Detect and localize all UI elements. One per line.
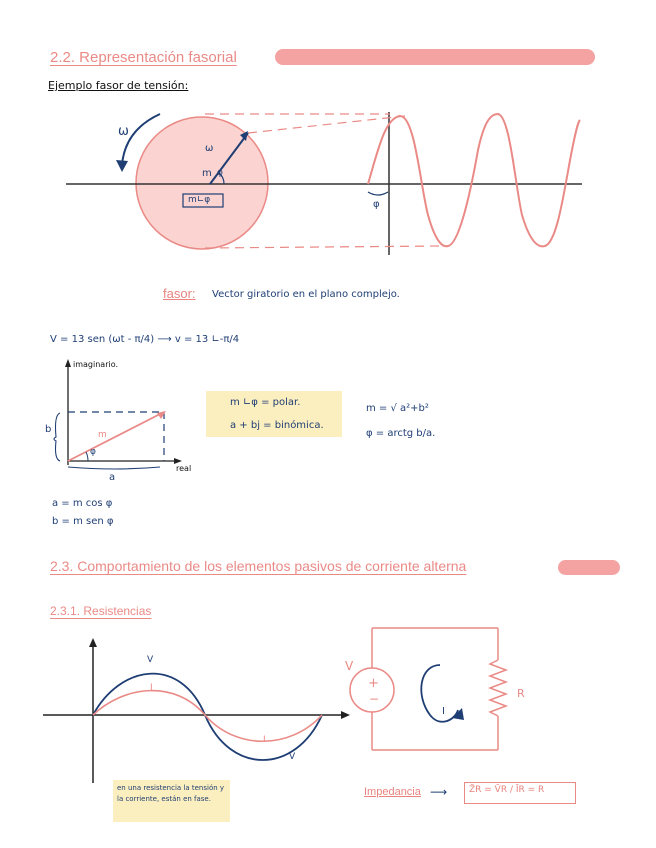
section-title-2-3: 2.3. Comportamiento de los elementos pasivos de corriente alterna	[50, 558, 467, 574]
circuit-v-label: V	[345, 659, 354, 673]
circuit-plus: +	[368, 676, 379, 691]
omega-label: ω	[118, 124, 129, 139]
subsection-title-2-3-1: 2.3.1. Resistencias	[50, 604, 152, 618]
b-label: b	[45, 424, 52, 435]
impedance-label: Impedancia	[364, 786, 421, 798]
section-title-2-2: 2.2. Representación fasorial	[50, 49, 237, 66]
title-highlight-pill	[275, 49, 595, 65]
fasor-term: fasor:	[163, 286, 196, 301]
b-equation: b = m sen φ	[52, 516, 114, 527]
example-heading: Ejemplo fasor de tensión:	[48, 79, 189, 92]
binomial-form: a + bj = binómica.	[230, 420, 324, 431]
fasor-definition: Vector giratorio en el plano complejo.	[212, 289, 400, 300]
wave-i-top-label: I	[150, 683, 153, 693]
complex-plane-diagram	[40, 355, 200, 475]
real-axis-label: real	[176, 464, 192, 473]
polar-form: m ∟φ = polar.	[230, 397, 301, 408]
phi-label: φ	[90, 447, 96, 457]
voltage-sine-wave	[368, 114, 580, 246]
radius-omega-label: ω	[205, 143, 214, 154]
circuit-current-label: I	[442, 706, 445, 717]
circuit-minus: −	[369, 692, 380, 706]
impedance-arrow: ⟶	[430, 785, 448, 799]
phasor-sine-diagram	[0, 100, 656, 270]
projection-bottom	[205, 246, 440, 248]
phasor-equation: V = 13 sen (ωt - π/4) ⟶ v = 13 ∟-π/4	[50, 334, 240, 345]
imaginary-axis-label: imaginario.	[73, 360, 118, 369]
projection-top	[248, 116, 405, 133]
a-label: a	[109, 472, 116, 483]
wave-v-top-label: V	[147, 655, 154, 665]
radius-m-label: m	[202, 168, 212, 179]
resistance-wave-graph	[40, 635, 360, 785]
title-highlight-pill-2	[558, 560, 620, 575]
phase-offset-label: φ	[373, 199, 380, 210]
polar-box-label: m∟φ	[188, 195, 211, 205]
phasor-circle	[136, 117, 268, 249]
argument-formula: φ = arctg b/a.	[366, 428, 436, 439]
wave-i-bottom-label: I	[263, 735, 266, 745]
phase-offset-brace	[368, 192, 388, 195]
m-label: m	[98, 430, 107, 440]
circuit-r-label: R	[517, 687, 525, 700]
a-equation: a = m cos φ	[52, 498, 113, 509]
phase-note: en una resistencia la tensión y la corriente, están en fase.	[117, 784, 225, 803]
angle-phi-label: φ	[217, 168, 223, 178]
modulus-formula: m = √ a²+b²	[366, 403, 429, 414]
impedance-equation: Z̄R = V̄R / ĪR = R	[469, 785, 545, 795]
wave-v-bottom-label: V	[289, 752, 296, 762]
